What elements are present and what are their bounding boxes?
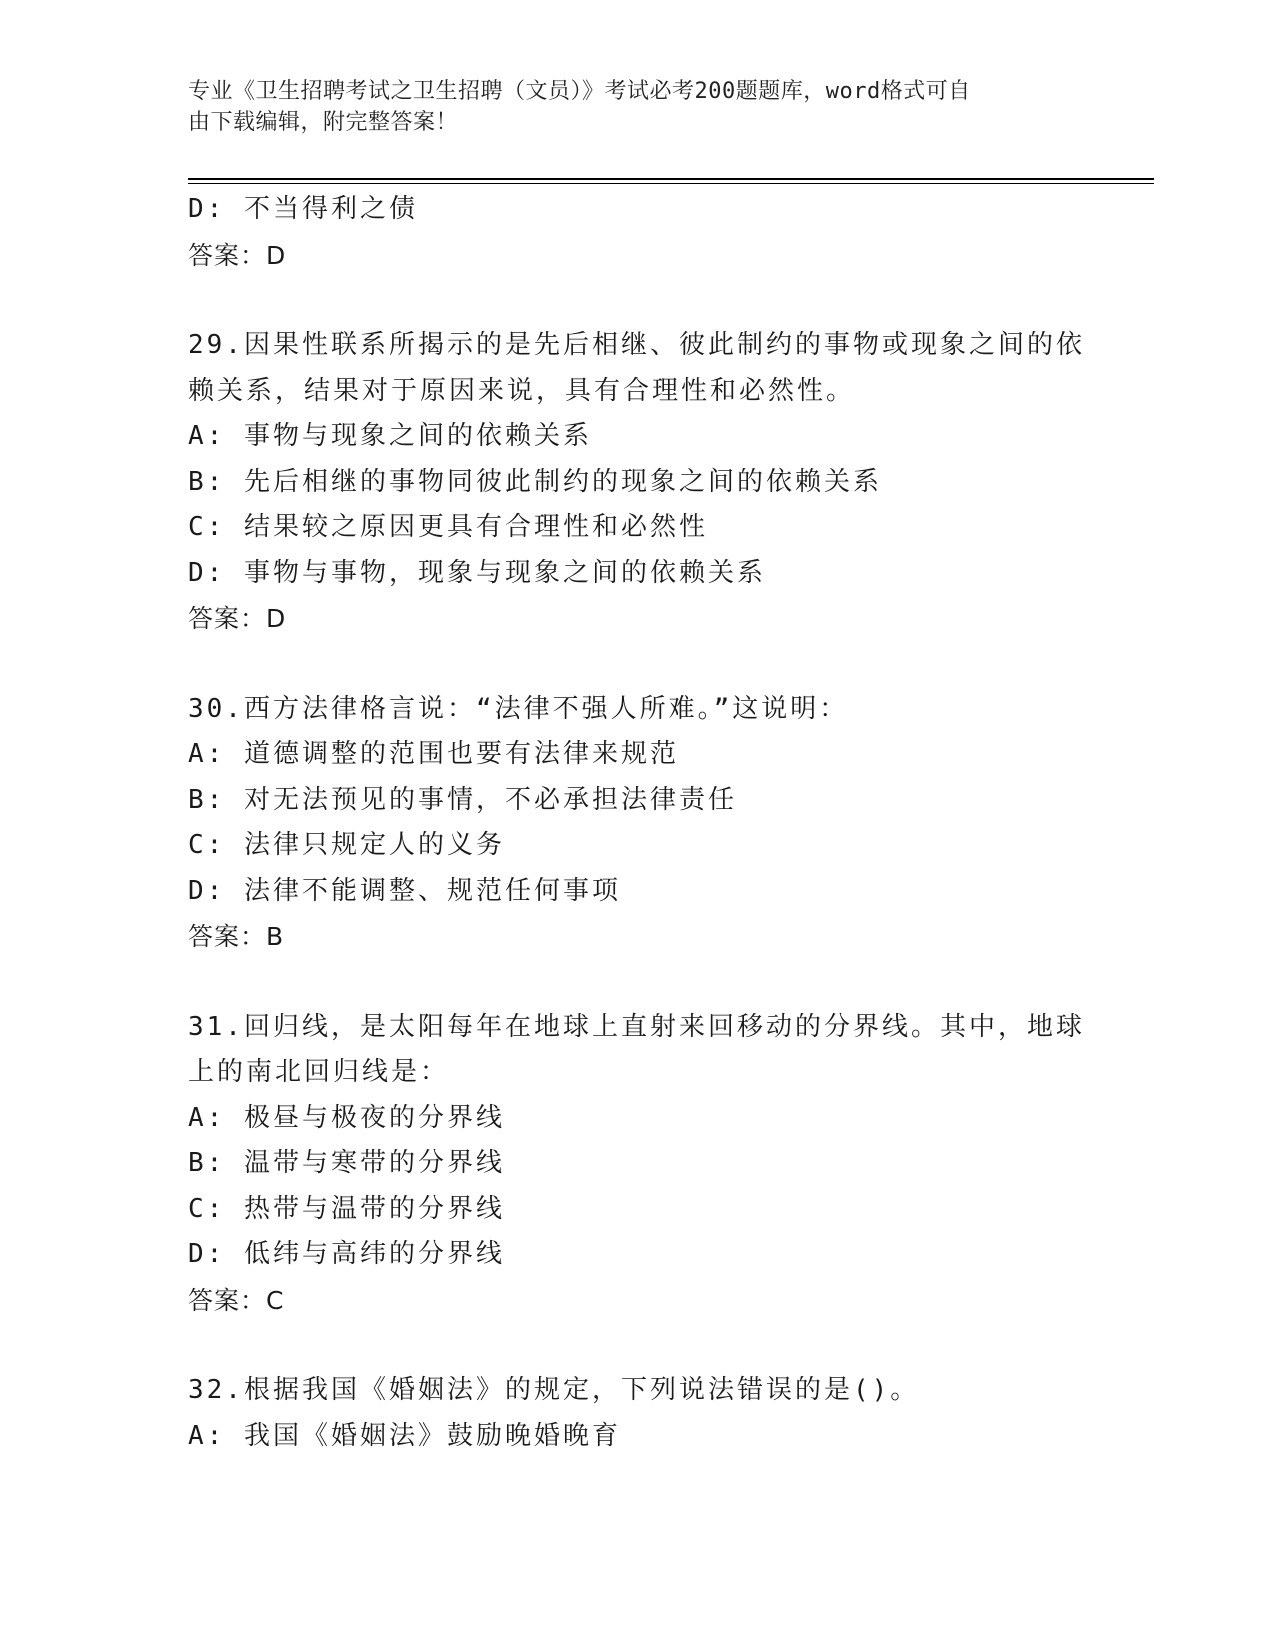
option-c: C: 法律只规定人的义务 bbox=[188, 830, 505, 860]
question-text-line-1: 29.因果性联系所揭示的是先后相继、彼此制约的事物或现象之间的依 bbox=[188, 330, 1085, 360]
question-text-line-2: 赖关系，结果对于原因来说，具有合理性和必然性。 bbox=[188, 375, 856, 406]
question-32 bbox=[188, 1368, 1088, 1459]
question-text-line-1: 32.根据我国《婚姻法》的规定，下列说法错误的是()。 bbox=[188, 1375, 920, 1405]
option-d: D: 事物与事物，现象与现象之间的依赖关系 bbox=[188, 557, 766, 588]
question-text-line-1: 30.西方法律格言说：“法律不强人所难。”这说明： bbox=[188, 693, 849, 724]
question-list bbox=[188, 187, 1088, 1459]
question-text-line-1: 31.回归线，是太阳每年在地球上直射来回移动的分界线。其中，地球 bbox=[188, 1011, 1085, 1042]
previous-question-tail bbox=[188, 187, 1088, 278]
answer-line: 答案：D bbox=[188, 240, 287, 270]
option-c: C: 热带与温带的分界线 bbox=[188, 1193, 505, 1224]
option-c: C: 结果较之原因更具有合理性和必然性 bbox=[188, 512, 708, 542]
header-divider-thin bbox=[188, 183, 1154, 184]
question-30 bbox=[188, 687, 1088, 960]
header-line-2: 由下载编辑，附完整答案！ bbox=[188, 110, 459, 135]
question-29 bbox=[188, 323, 1088, 642]
option-a: A: 我国《婚姻法》鼓励晚婚晚育 bbox=[188, 1420, 621, 1451]
option-d: D: 不当得利之债 bbox=[188, 194, 418, 224]
header-divider-thick bbox=[188, 178, 1154, 180]
question-text-line-2: 上的南北回归线是： bbox=[188, 1057, 450, 1087]
option-a: A: 道德调整的范围也要有法律来规范 bbox=[188, 739, 679, 769]
option-b: B: 对无法预见的事情，不必承担法律责任 bbox=[188, 784, 737, 815]
header-line-1: 专业《卫生招聘考试之卫生招聘（文员）》考试必考200题题库，word格式可自 bbox=[188, 79, 971, 104]
option-a: A: 极昼与极夜的分界线 bbox=[188, 1102, 505, 1133]
option-a: A: 事物与现象之间的依赖关系 bbox=[188, 421, 592, 451]
answer-line: 答案：B bbox=[188, 922, 285, 951]
answer-line: 答案：D bbox=[188, 604, 287, 633]
option-d: D: 低纬与高纬的分界线 bbox=[188, 1239, 505, 1269]
answer-line: 答案：C bbox=[188, 1285, 285, 1315]
option-b: B: 温带与寒带的分界线 bbox=[188, 1148, 505, 1178]
page-header bbox=[188, 76, 1068, 138]
option-b: B: 先后相继的事物同彼此制约的现象之间的依赖关系 bbox=[188, 466, 882, 497]
question-31 bbox=[188, 1005, 1088, 1324]
option-d: D: 法律不能调整、规范任何事项 bbox=[188, 875, 621, 906]
